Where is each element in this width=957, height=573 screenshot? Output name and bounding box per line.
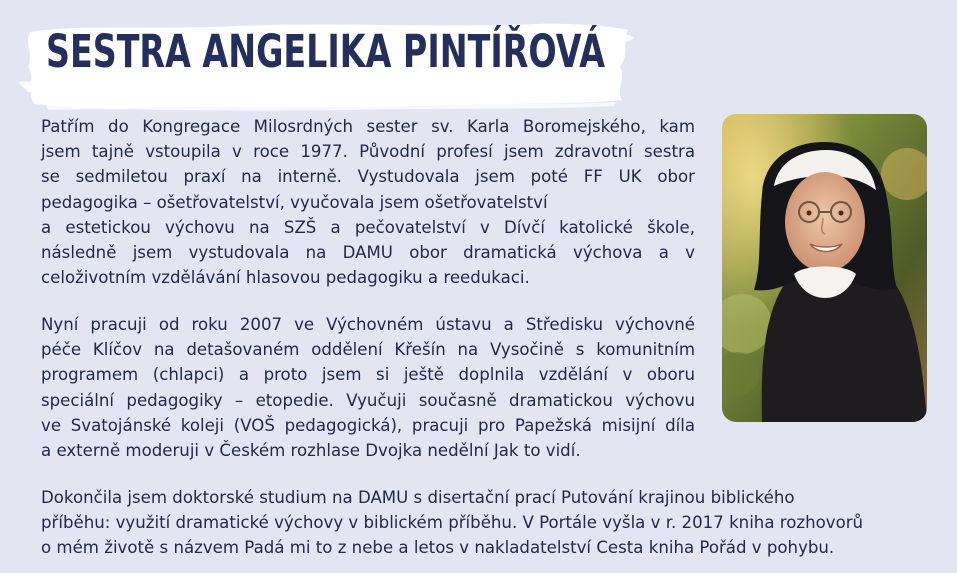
text-line: Nyní pracuji od roku 2007 ve Výchovném ústavu a Středisku výchovné	[41, 315, 695, 334]
page-title: SESTRA ANGELIKA PINTÍŘOVÁ	[46, 25, 606, 78]
bio-paragraph-2	[41, 312, 695, 463]
text-line: následně jsem vystudovala na DAMU obor dramatická výchova a v	[41, 243, 695, 263]
text-line: pedagogika – ošetřovatelství, vyučovala jsem ošetřovatelství	[41, 192, 548, 212]
text-line: o mém životě s názvem Padá mi to z nebe a letos v nakladatelství Cesta kniha Pořád v pohybu.	[41, 538, 835, 558]
text-line: Patřím do Kongregace Milosrdných sester sv. Karla Boromejského, kam	[41, 117, 695, 136]
portrait-image	[722, 114, 927, 422]
text-line: Dokončila jsem doktorské studium na DAMU s disertační prací Putování krajinou biblického	[41, 488, 795, 507]
text-line: a externě moderuji v Českém rozhlase Dvojka nedělní Jak to vidí.	[41, 441, 581, 461]
text-line: speciální pedagogiky – etopedie. Vyučuji současně dramatickou výchovu	[41, 390, 695, 410]
text-line: se sedmiletou praxí na interně. Vystudovala jsem poté FF UK obor	[41, 167, 695, 187]
text-line: programem (chlapci) a proto jsem si ještě doplnila vzdělání v oboru	[41, 365, 695, 385]
bio-paragraph-3	[41, 485, 931, 561]
portrait-photo	[722, 114, 927, 422]
bio-paragraph-1	[41, 114, 695, 290]
text-line: jsem tajně vstoupila v roce 1977. Původní profesí jsem zdravotní sestra	[41, 142, 695, 162]
text-line: příběhu: využití dramatické výchovy v biblickém příběhu. V Portále vyšla v r. 2017 kniha rozhovorů	[41, 513, 864, 533]
text-line: ve Svatojánské koleji (VOŠ pedagogická), pracuji pro Papežská misijní díla	[41, 415, 695, 435]
text-line: a estetickou výchovu na SZŠ a pečovatelství v Dívčí katolické škole,	[41, 217, 695, 237]
text-line: péče Klíčov na detašovaném oddělení Křešín na Vysočině s komunitním	[41, 340, 695, 360]
text-line: celoživotním vzdělávání hlasovou pedagogiku a reedukaci.	[41, 268, 530, 288]
